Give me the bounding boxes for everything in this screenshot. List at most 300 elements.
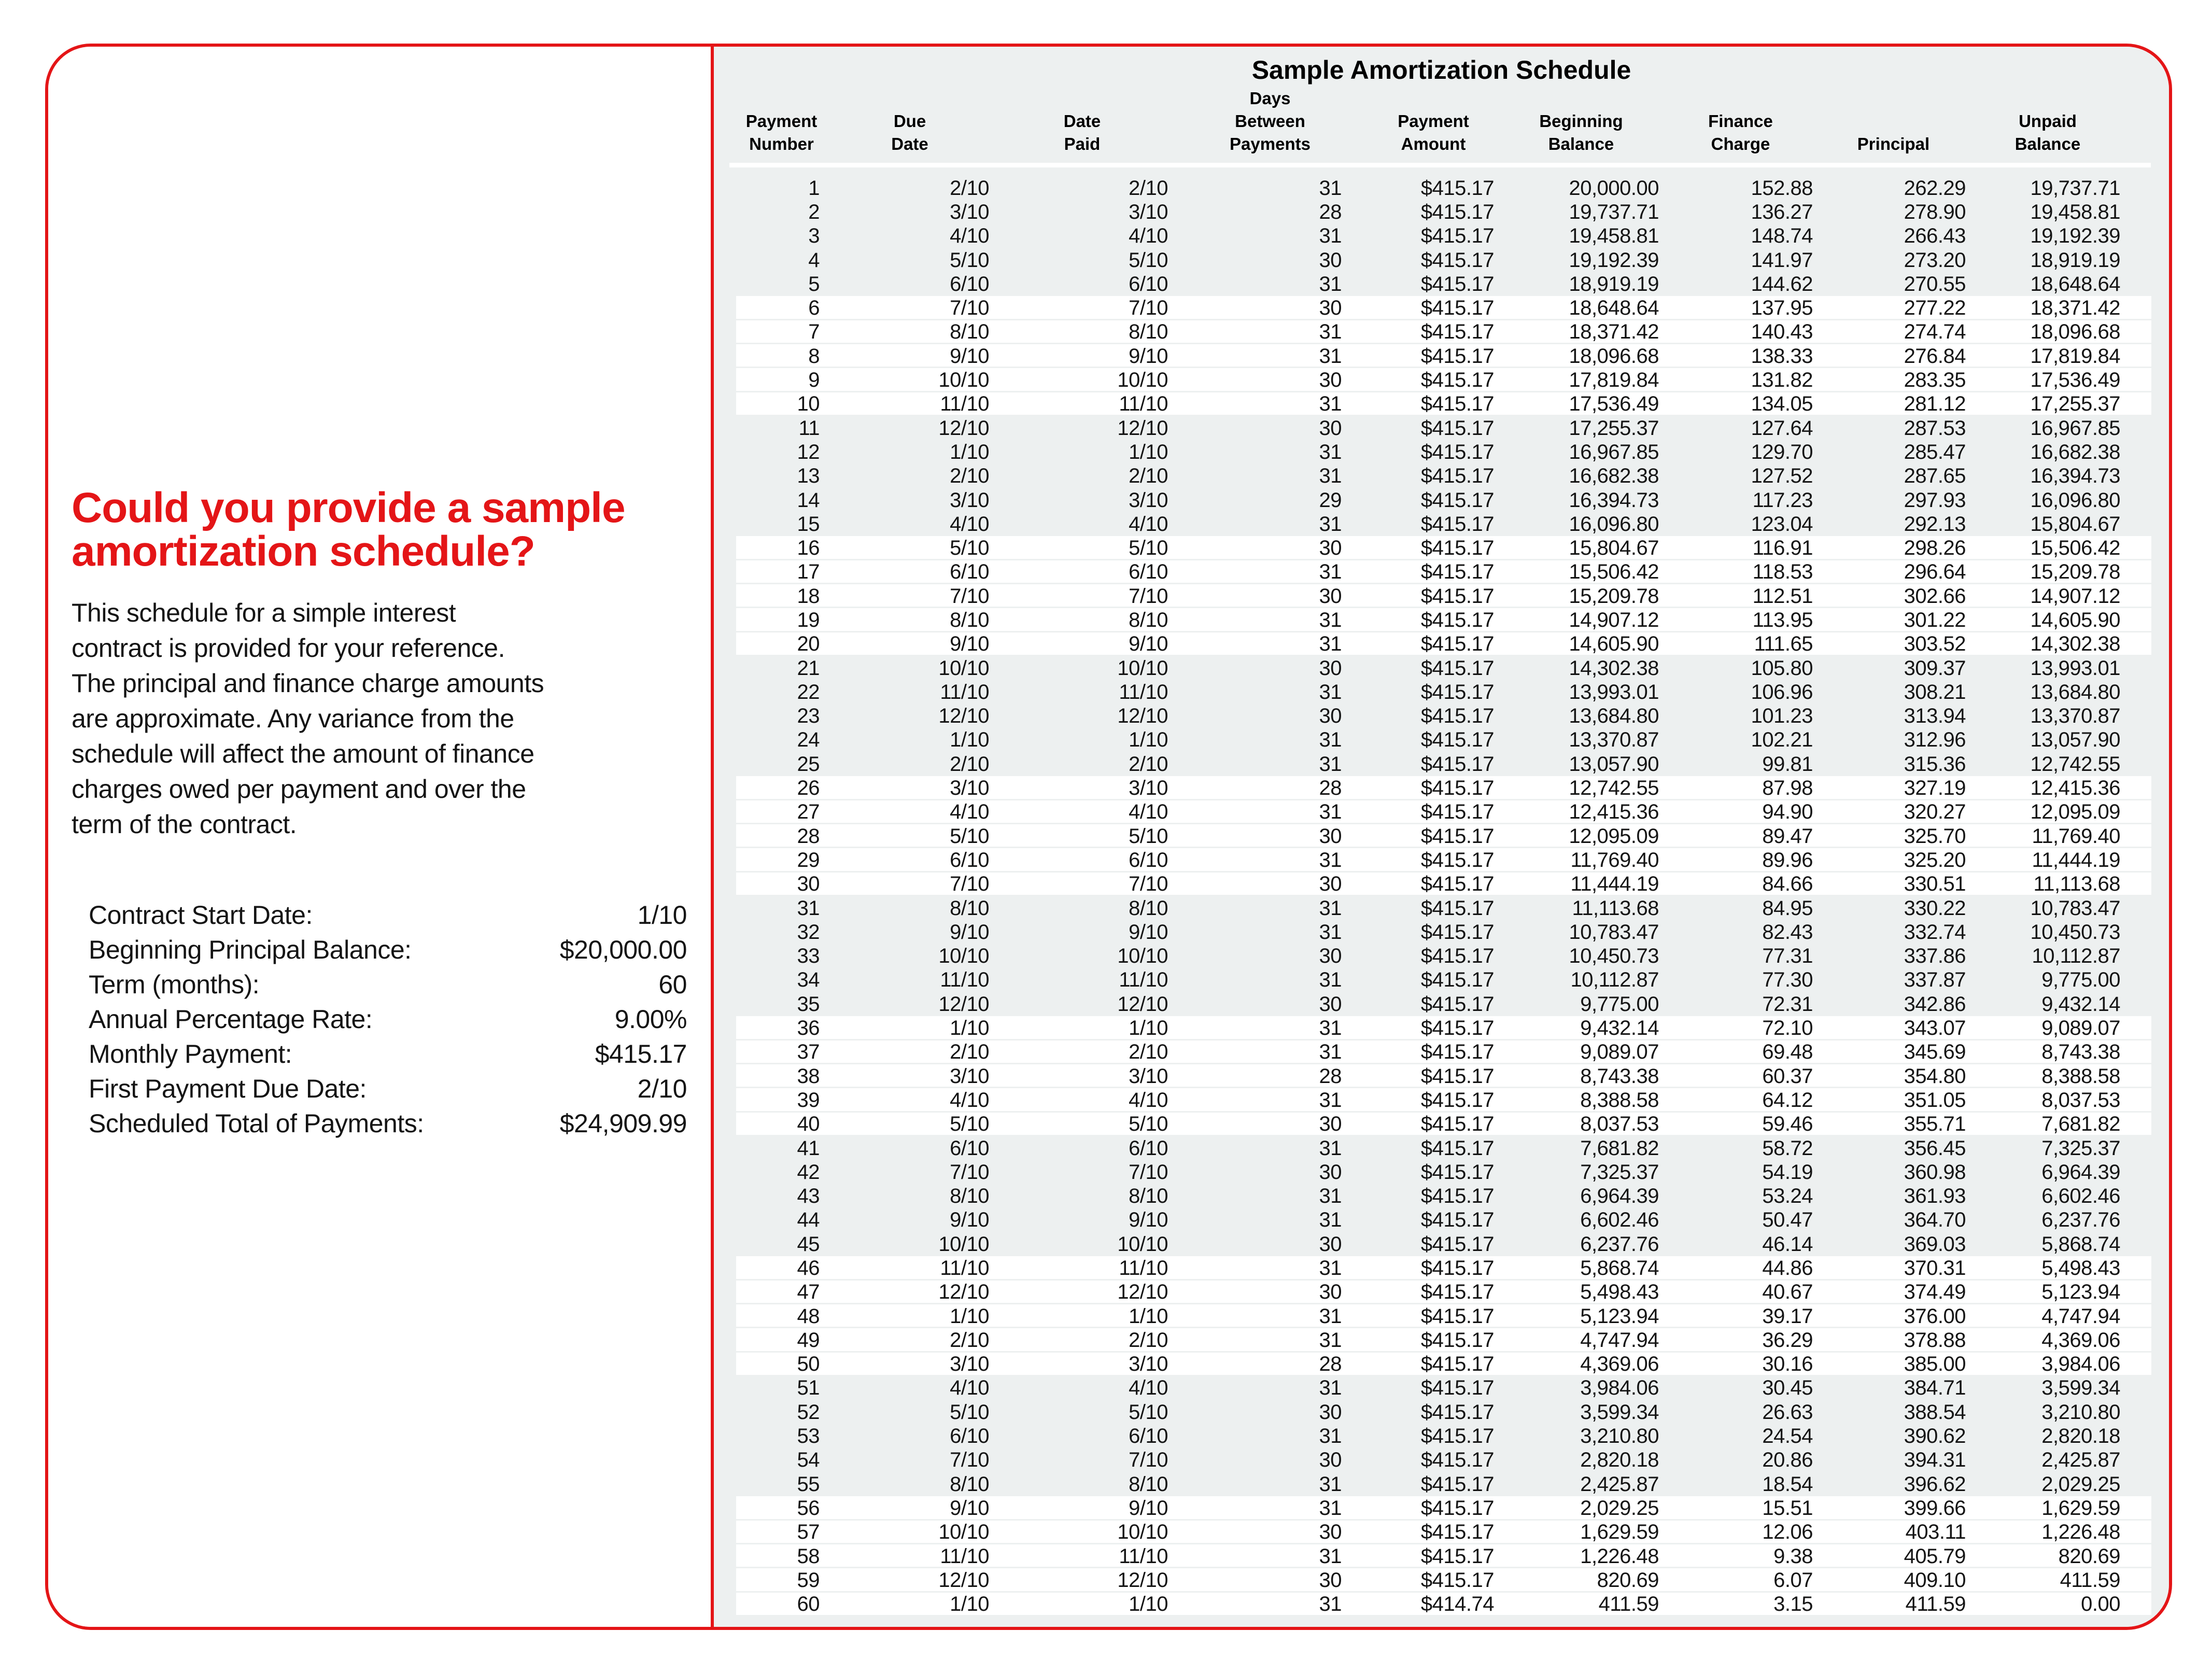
table-cell: 8,037.53: [1580, 1113, 1659, 1136]
table-cell: $415.17: [1420, 752, 1494, 776]
table-row: [736, 465, 2151, 488]
table-cell: 17,536.49: [1569, 392, 1659, 416]
table-cell: 409.10: [1904, 1568, 1966, 1592]
column-header-line: Number: [749, 134, 814, 153]
table-cell: 10/10: [938, 1521, 989, 1544]
table-row: [736, 848, 2151, 872]
table-cell: 8/10: [1129, 896, 1168, 920]
table-cell: $415.17: [1420, 1160, 1494, 1184]
table-cell: 12,742.55: [2030, 752, 2120, 776]
table-cell: 10/10: [938, 945, 989, 968]
contract-detail-row: [89, 898, 687, 933]
table-cell: $415.17: [1420, 945, 1494, 968]
table-cell: 111.65: [1754, 632, 1813, 656]
table-cell: $415.17: [1420, 248, 1494, 272]
table-cell: 27: [797, 800, 820, 824]
table-cell: 15,209.78: [1569, 584, 1659, 608]
table-cell: 6: [808, 297, 820, 320]
table-cell: 9/10: [950, 344, 989, 368]
table-cell: 14,302.38: [1569, 656, 1659, 680]
table-cell: 15,804.67: [2030, 512, 2120, 536]
table-cell: 8/10: [950, 1185, 989, 1208]
table-cell: 15.51: [1762, 1496, 1813, 1520]
table-cell: 4,369.06: [2041, 1328, 2120, 1352]
table-cell: 3,984.06: [2041, 1353, 2120, 1376]
table-cell: 298.26: [1904, 537, 1966, 560]
table-cell: 266.43: [1904, 224, 1966, 248]
detail-value: 2/10: [637, 1074, 687, 1103]
table-cell: 30: [1319, 1232, 1342, 1256]
table-cell: $415.17: [1420, 224, 1494, 248]
table-row: [736, 248, 2151, 272]
table-cell: 20,000.00: [1569, 176, 1659, 200]
table-cell: 301.22: [1904, 608, 1966, 631]
table-cell: 53: [797, 1425, 820, 1448]
table-cell: 3,210.80: [1580, 1425, 1659, 1448]
table-cell: 42: [797, 1160, 820, 1184]
detail-label: Annual Percentage Rate:: [89, 1005, 373, 1034]
table-cell: 5,123.94: [1580, 1304, 1659, 1328]
detail-label: Beginning Principal Balance:: [89, 935, 412, 964]
table-cell: 18,096.68: [2030, 320, 2120, 344]
table-row: [736, 1328, 2151, 1352]
table-cell: 12/10: [938, 1281, 989, 1304]
table-cell: 18,648.64: [1569, 297, 1659, 320]
table-cell: 45: [797, 1232, 820, 1256]
table-cell: 277.22: [1904, 297, 1966, 320]
table-cell: $415.17: [1420, 440, 1494, 463]
table-cell: 403.11: [1905, 1521, 1966, 1544]
table-cell: 399.66: [1904, 1496, 1966, 1520]
table-cell: 1/10: [950, 1304, 989, 1328]
table-cell: 19,192.39: [2030, 224, 2120, 248]
table-cell: 3/10: [950, 200, 989, 223]
table-cell: 1,629.59: [1580, 1521, 1659, 1544]
table-cell: 30: [1319, 992, 1342, 1016]
table-cell: 14,907.12: [2030, 584, 2120, 608]
table-cell: 370.31: [1904, 1257, 1966, 1280]
table-cell: 31: [1319, 1425, 1342, 1448]
table-cell: 13,057.90: [2030, 728, 2120, 752]
table-cell: 69.48: [1762, 1041, 1813, 1064]
paragraph-line: The principal and finance charge amounts: [72, 669, 544, 698]
table-cell: 4,369.06: [1580, 1353, 1659, 1376]
table-cell: 9/10: [1129, 920, 1168, 944]
table-cell: 30.45: [1762, 1376, 1813, 1400]
table-cell: 2/10: [950, 1041, 989, 1064]
table-cell: 10,112.87: [1570, 968, 1659, 992]
table-cell: 5: [808, 272, 820, 296]
table-cell: 18,648.64: [2030, 272, 2120, 296]
table-row: [736, 1424, 2151, 1448]
table-cell: 19: [797, 608, 820, 631]
table-cell: 2/10: [950, 176, 989, 200]
table-cell: 16,394.73: [1569, 488, 1659, 512]
table-cell: 1/10: [1129, 440, 1168, 463]
table-cell: 325.20: [1904, 848, 1966, 871]
table-cell: 28: [1319, 777, 1342, 800]
table-cell: 8,743.38: [1580, 1064, 1659, 1088]
table-row: [736, 1113, 2151, 1136]
table-cell: $415.17: [1420, 465, 1494, 488]
table-cell: 6,964.39: [1580, 1185, 1659, 1208]
table-cell: 11,444.19: [1570, 873, 1659, 896]
table-cell: $415.17: [1420, 1136, 1494, 1160]
table-cell: 12: [797, 440, 820, 463]
table-cell: 57: [797, 1521, 820, 1544]
table-cell: 13: [797, 465, 820, 488]
table-cell: 31: [1319, 1593, 1342, 1616]
table-cell: 6/10: [1129, 560, 1168, 584]
table-row: [736, 272, 2151, 296]
table-cell: 345.69: [1904, 1041, 1966, 1064]
table-cell: 7/10: [1129, 297, 1168, 320]
table-cell: 31: [1319, 320, 1342, 344]
table-cell: 148.74: [1751, 224, 1813, 248]
table-cell: $415.17: [1420, 584, 1494, 608]
table-cell: 3,599.34: [2041, 1376, 2120, 1400]
table-cell: 20.86: [1762, 1449, 1813, 1472]
table-cell: 361.93: [1904, 1185, 1966, 1208]
table-cell: 388.54: [1904, 1400, 1966, 1424]
table-cell: 1,226.48: [1580, 1544, 1659, 1568]
schedule-panel: [714, 47, 2169, 1627]
table-cell: 5,868.74: [1580, 1257, 1659, 1280]
table-cell: 12/10: [938, 1568, 989, 1592]
table-cell: 10/10: [938, 369, 989, 392]
table-cell: 9: [808, 369, 820, 392]
table-cell: 117.23: [1752, 488, 1813, 512]
table-cell: 138.33: [1751, 344, 1813, 368]
table-cell: 8,743.38: [2041, 1041, 2120, 1064]
table-cell: 18,919.19: [1569, 272, 1659, 296]
table-cell: 3/10: [950, 488, 989, 512]
table-cell: 3/10: [950, 1353, 989, 1376]
document-card: [45, 44, 2172, 1630]
table-cell: 270.55: [1904, 272, 1966, 296]
table-cell: 4/10: [950, 800, 989, 824]
table-cell: 13,370.87: [1569, 728, 1659, 752]
table-cell: 355.71: [1904, 1113, 1966, 1136]
table-cell: 10/10: [938, 1232, 989, 1256]
table-cell: 411.59: [2060, 1568, 2120, 1592]
table-cell: 3,599.34: [1580, 1400, 1659, 1424]
column-header: [1498, 87, 1664, 156]
table-cell: 47: [797, 1281, 820, 1304]
table-cell: 6/10: [1129, 1136, 1168, 1160]
table-cell: 8/10: [950, 608, 989, 631]
table-cell: 31: [1319, 728, 1342, 752]
table-cell: 31: [1319, 440, 1342, 463]
table-cell: 55: [797, 1472, 820, 1496]
table-cell: 330.22: [1904, 896, 1966, 920]
table-cell: 6/10: [1129, 1425, 1168, 1448]
table-cell: 5/10: [1129, 248, 1168, 272]
table-cell: 285.47: [1904, 440, 1966, 463]
table-cell: 9/10: [950, 632, 989, 656]
table-cell: 4/10: [950, 1088, 989, 1112]
table-cell: $415.17: [1420, 416, 1494, 440]
table-cell: 30: [1319, 416, 1342, 440]
table-cell: 8/10: [1129, 608, 1168, 631]
table-cell: 9,775.00: [1580, 992, 1659, 1016]
table-cell: 6,602.46: [1580, 1208, 1659, 1232]
table-cell: 14,605.90: [2030, 608, 2120, 631]
table-row: [736, 1256, 2151, 1280]
table-cell: 8: [808, 344, 820, 368]
table-cell: 89.47: [1762, 824, 1813, 848]
page-title-line: Could you provide a sample: [72, 484, 625, 531]
table-cell: 1,226.48: [2041, 1521, 2120, 1544]
table-cell: 28: [1319, 200, 1342, 223]
table-cell: 11/10: [940, 392, 989, 416]
table-cell: 12,742.55: [1569, 777, 1659, 800]
table-cell: 2,425.87: [1580, 1472, 1659, 1496]
intro-paragraph: [72, 595, 709, 842]
paragraph-line: term of the contract.: [72, 810, 297, 839]
table-cell: 9,775.00: [2041, 968, 2120, 992]
table-cell: $415.17: [1420, 1425, 1494, 1448]
table-cell: 3: [808, 224, 820, 248]
table-cell: 3/10: [1129, 488, 1168, 512]
table-cell: 13,684.80: [2030, 680, 2120, 704]
table-cell: 31: [1319, 848, 1342, 871]
table-cell: 31: [1319, 465, 1342, 488]
table-cell: 8/10: [950, 896, 989, 920]
table-cell: 60.37: [1762, 1064, 1813, 1088]
table-cell: 1/10: [1129, 1304, 1168, 1328]
table-cell: $415.17: [1420, 824, 1494, 848]
paragraph-line: contract is provided for your reference.: [72, 634, 505, 663]
table-cell: $415.17: [1420, 1521, 1494, 1544]
table-cell: 129.70: [1751, 440, 1813, 463]
table-cell: 31: [1319, 1017, 1342, 1040]
table-row: [736, 176, 2151, 200]
table-cell: 10/10: [1117, 1232, 1168, 1256]
table-cell: 17,819.84: [2030, 344, 2120, 368]
table-cell: 19,737.71: [2030, 176, 2120, 200]
table-cell: 283.35: [1904, 369, 1966, 392]
column-header-line: Due: [893, 111, 926, 131]
detail-label: First Payment Due Date:: [89, 1074, 367, 1103]
table-cell: 10,783.47: [2030, 896, 2120, 920]
table-cell: 11,113.68: [1572, 896, 1659, 920]
table-cell: 4: [808, 248, 820, 272]
table-cell: 7: [808, 320, 820, 344]
table-cell: 1/10: [950, 1593, 989, 1616]
table-cell: $415.17: [1420, 873, 1494, 896]
table-row: [736, 1136, 2151, 1160]
table-cell: 31: [1319, 1257, 1342, 1280]
table-cell: 77.31: [1762, 945, 1813, 968]
table-cell: 354.80: [1904, 1064, 1966, 1088]
table-cell: 7/10: [1129, 1160, 1168, 1184]
table-cell: 17: [797, 560, 820, 584]
table-cell: 26.63: [1762, 1400, 1813, 1424]
table-cell: $415.17: [1420, 920, 1494, 944]
column-header-line: Unpaid: [2019, 111, 2077, 131]
table-cell: 8/10: [950, 1472, 989, 1496]
table-cell: 16,394.73: [2030, 465, 2120, 488]
table-cell: 102.21: [1751, 728, 1813, 752]
table-cell: 6/10: [950, 848, 989, 871]
column-header: [1970, 87, 2125, 156]
table-cell: 5/10: [1129, 1400, 1168, 1424]
table-row: [736, 728, 2151, 752]
table-cell: 31: [1319, 608, 1342, 631]
table-cell: 19,192.39: [1569, 248, 1659, 272]
table-cell: 309.37: [1904, 656, 1966, 680]
table-cell: 2,425.87: [2041, 1449, 2120, 1472]
table-cell: 30: [1319, 1521, 1342, 1544]
table-cell: $415.17: [1420, 272, 1494, 296]
column-header-line: Payment: [1398, 111, 1469, 131]
table-cell: 3,210.80: [2041, 1400, 2120, 1424]
table-cell: 30: [1319, 248, 1342, 272]
table-cell: 30: [1319, 1113, 1342, 1136]
table-cell: 31: [1319, 920, 1342, 944]
table-cell: 82.43: [1762, 920, 1813, 944]
column-header-line: Between: [1235, 111, 1305, 131]
table-cell: 3/10: [950, 777, 989, 800]
contract-detail-row: [89, 1106, 687, 1141]
table-row: [736, 1232, 2151, 1256]
table-cell: 11,444.19: [2032, 848, 2120, 871]
table-row: [736, 992, 2151, 1016]
table-cell: 12,415.36: [2030, 777, 2120, 800]
table-row: [736, 392, 2151, 416]
table-cell: 53.24: [1762, 1185, 1813, 1208]
table-cell: 7/10: [950, 1449, 989, 1472]
table-cell: 152.88: [1751, 176, 1813, 200]
table-cell: 4/10: [1129, 1088, 1168, 1112]
table-row: [736, 536, 2151, 560]
table-row: [736, 1088, 2151, 1112]
table-cell: 15,506.42: [1569, 560, 1659, 584]
table-cell: 31: [1319, 1208, 1342, 1232]
table-cell: 30: [1319, 873, 1342, 896]
table-cell: 3.15: [1773, 1593, 1813, 1616]
table-cell: 12/10: [1117, 416, 1168, 440]
table-cell: 131.82: [1751, 369, 1813, 392]
table-cell: $415.17: [1420, 344, 1494, 368]
table-cell: 72.31: [1762, 992, 1813, 1016]
table-cell: 26: [797, 777, 820, 800]
table-cell: 3,984.06: [1580, 1376, 1659, 1400]
table-cell: 4/10: [950, 1376, 989, 1400]
table-cell: 14: [797, 488, 820, 512]
table-cell: 356.45: [1904, 1136, 1966, 1160]
table-cell: 22: [797, 680, 820, 704]
paragraph-line: This schedule for a simple interest: [72, 598, 456, 627]
table-cell: 11/10: [940, 968, 989, 992]
table-cell: 287.53: [1904, 416, 1966, 440]
table-cell: 5,123.94: [2041, 1281, 2120, 1304]
table-cell: 3/10: [1129, 200, 1168, 223]
contract-details: [89, 898, 687, 1141]
contract-detail-row: [89, 933, 687, 967]
table-cell: 411.59: [1598, 1593, 1659, 1616]
table-cell: 1: [808, 176, 820, 200]
table-cell: 5,498.43: [1580, 1281, 1659, 1304]
column-header-line: Balance: [1548, 134, 1614, 153]
table-cell: 25: [797, 752, 820, 776]
table-cell: 5/10: [1129, 1113, 1168, 1136]
table-row: [736, 512, 2151, 536]
table-cell: 12/10: [1117, 992, 1168, 1016]
contract-detail-row: [89, 967, 687, 1002]
table-cell: 11,769.40: [1570, 848, 1659, 871]
table-cell: 10,112.87: [2032, 945, 2120, 968]
table-cell: 262.29: [1904, 176, 1966, 200]
table-cell: 29: [1319, 488, 1342, 512]
table-cell: 16: [797, 537, 820, 560]
table-cell: 77.30: [1762, 968, 1813, 992]
table-cell: 6/10: [1129, 272, 1168, 296]
table-cell: 49: [797, 1328, 820, 1352]
table-cell: 24.54: [1762, 1425, 1813, 1448]
table-row: [736, 896, 2151, 920]
table-cell: 8,388.58: [2041, 1064, 2120, 1088]
table-cell: 12/10: [1117, 1568, 1168, 1592]
table-cell: 820.69: [1597, 1568, 1659, 1592]
table-cell: 34: [797, 968, 820, 992]
column-header-line: Balance: [2014, 134, 2081, 153]
column-header-line: Date: [891, 134, 928, 153]
table-cell: 2/10: [1129, 752, 1168, 776]
table-cell: 127.52: [1751, 465, 1813, 488]
table-cell: 144.62: [1751, 272, 1813, 296]
table-row: [736, 968, 2151, 992]
table-cell: 325.70: [1904, 824, 1966, 848]
table-cell: 28: [1319, 1064, 1342, 1088]
table-cell: $415.17: [1420, 1064, 1494, 1088]
table-cell: 278.90: [1904, 200, 1966, 223]
table-cell: 11,113.68: [2033, 873, 2120, 896]
table-cell: 4/10: [950, 224, 989, 248]
table-cell: 6/10: [950, 272, 989, 296]
table-cell: 13,993.01: [1569, 680, 1659, 704]
table-cell: 5/10: [1129, 537, 1168, 560]
page-title-line: amortization schedule?: [72, 528, 535, 575]
table-cell: 9/10: [950, 920, 989, 944]
table-cell: 308.21: [1904, 680, 1966, 704]
table-cell: 13,370.87: [2030, 705, 2120, 728]
table-cell: 9/10: [1129, 1208, 1168, 1232]
table-cell: 8,037.53: [2041, 1088, 2120, 1112]
table-cell: 342.86: [1904, 992, 1966, 1016]
table-cell: 11/10: [1119, 680, 1168, 704]
table-cell: 8,388.58: [1580, 1088, 1659, 1112]
table-cell: 10/10: [1117, 369, 1168, 392]
table-cell: 17,536.49: [2030, 369, 2120, 392]
table-row: [736, 776, 2151, 800]
table-row: [736, 920, 2151, 944]
table-cell: 2/10: [950, 1328, 989, 1352]
table-cell: $415.17: [1420, 537, 1494, 560]
table-cell: 9/10: [950, 1208, 989, 1232]
table-cell: 16,682.38: [1569, 465, 1659, 488]
table-cell: 136.27: [1751, 200, 1813, 223]
table-cell: 6.07: [1773, 1568, 1813, 1592]
table-cell: $415.17: [1420, 1449, 1494, 1472]
table-cell: 101.23: [1751, 705, 1813, 728]
table-cell: $415.17: [1420, 176, 1494, 200]
table-cell: 36.29: [1762, 1328, 1813, 1352]
table-cell: 17,255.37: [1569, 416, 1659, 440]
table-cell: 337.86: [1904, 945, 1966, 968]
table-cell: 31: [1319, 344, 1342, 368]
